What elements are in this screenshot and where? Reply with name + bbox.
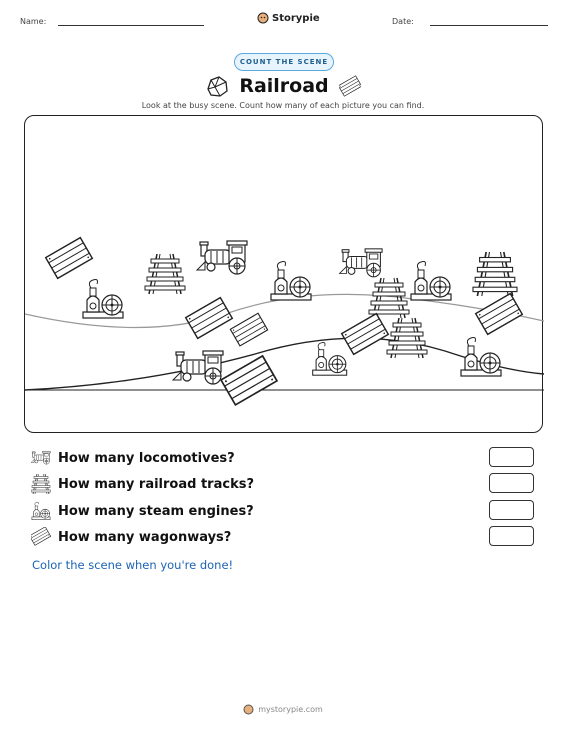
railroad-track xyxy=(473,252,517,296)
steam-engine xyxy=(83,280,123,319)
brand xyxy=(257,12,320,24)
locomotive xyxy=(340,249,383,277)
date-label: Date: xyxy=(392,17,414,26)
question-railroad-tracks xyxy=(31,474,254,494)
railroad-track xyxy=(145,254,185,294)
page-title: Railroad xyxy=(239,75,329,97)
answer-box-railroad-tracks[interactable] xyxy=(489,473,534,493)
steam-engine-icon xyxy=(31,501,51,521)
closing-note: Color the scene when you're done! xyxy=(32,558,234,572)
answer-box-wagonways[interactable] xyxy=(489,526,534,546)
footer-url[interactable]: mystorypie.com xyxy=(258,705,323,714)
wagonway xyxy=(342,314,389,355)
steam-engine xyxy=(271,262,311,301)
wagonway xyxy=(46,238,93,279)
wagonway xyxy=(221,356,277,405)
storypie-logo-icon xyxy=(243,704,254,715)
steam-engine xyxy=(411,262,451,301)
scene-illustration xyxy=(25,116,544,434)
question-text: How many locomotives? xyxy=(58,450,235,466)
question-text: How many railroad tracks? xyxy=(58,476,254,492)
question-locomotives xyxy=(31,448,235,468)
title-row xyxy=(0,73,566,99)
storypie-logo-icon xyxy=(257,12,269,24)
coal-rock-icon xyxy=(205,75,229,97)
footer xyxy=(0,704,566,715)
wagonway-icon xyxy=(31,527,51,547)
question-text: How many wagonways? xyxy=(58,529,232,545)
wagonway xyxy=(186,298,233,339)
wagonway xyxy=(476,294,523,335)
steam-engine xyxy=(461,338,501,377)
railroad-track-icon xyxy=(31,474,51,494)
answer-box-steam-engines[interactable] xyxy=(489,500,534,520)
question-text: How many steam engines? xyxy=(58,503,254,519)
brand-name: Storypie xyxy=(272,12,320,24)
name-label: Name: xyxy=(20,17,47,26)
busy-scene xyxy=(24,115,543,433)
question-steam-engines xyxy=(31,501,254,521)
steam-engine xyxy=(313,342,347,375)
answer-box-locomotives[interactable] xyxy=(489,447,534,467)
locomotive-icon xyxy=(31,448,51,468)
locomotive xyxy=(173,351,223,384)
wagonway xyxy=(230,313,267,346)
railroad-track xyxy=(387,318,427,358)
wagonway-title-icon xyxy=(339,75,361,97)
locomotive xyxy=(197,241,247,274)
name-line[interactable] xyxy=(58,25,204,26)
date-line[interactable] xyxy=(430,25,548,26)
question-wagonways xyxy=(31,527,231,547)
count-the-scene-badge: COUNT THE SCENE xyxy=(234,53,334,71)
instructions: Look at the busy scene. Count how many of each picture you can find. xyxy=(141,101,425,110)
